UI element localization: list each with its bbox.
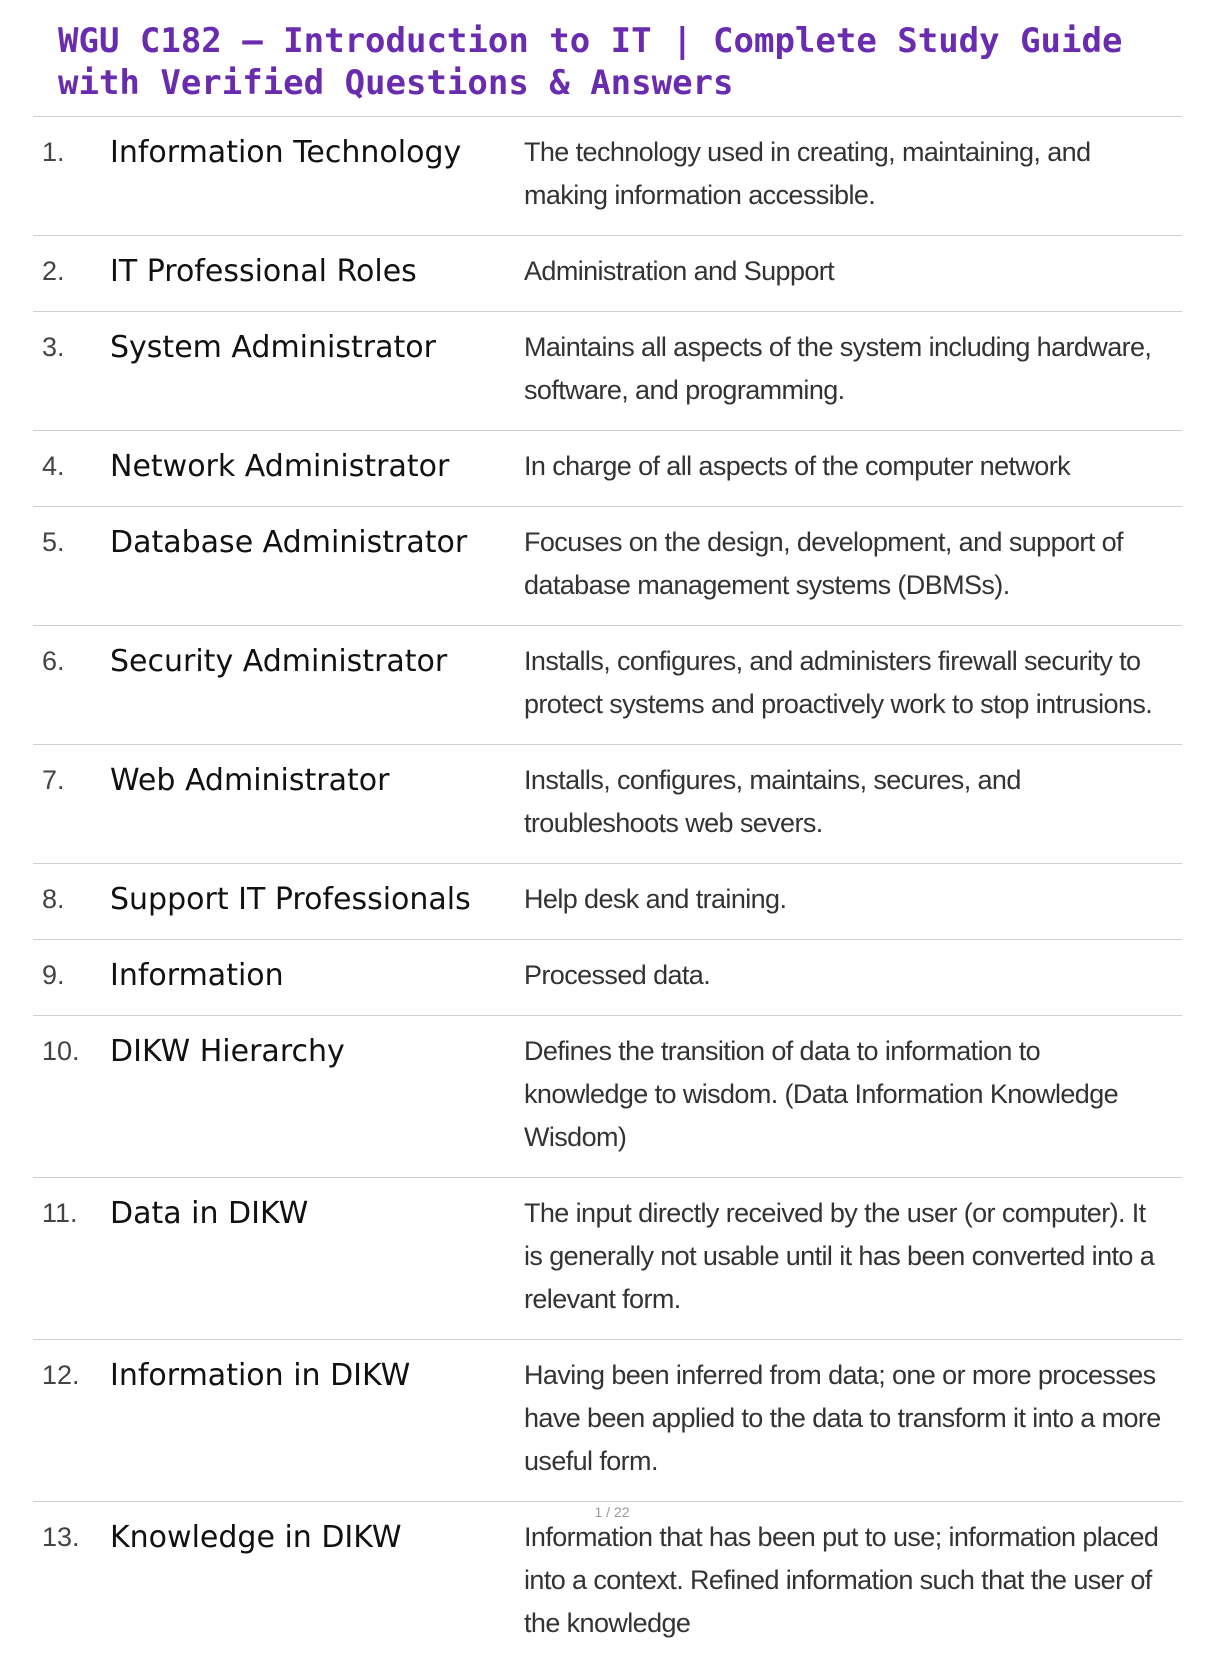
- entry-term: Security Administrator: [110, 644, 448, 679]
- entry-term: Knowledge in DIKW: [110, 1520, 402, 1555]
- entry-term: Web Administrator: [110, 763, 390, 798]
- entry-number: 10.: [42, 1036, 80, 1066]
- table-row: [33, 1340, 1182, 1502]
- entry-number: 5.: [42, 527, 65, 557]
- entry-term: Support IT Professionals: [110, 882, 471, 917]
- entry-term: System Administrator: [110, 330, 436, 365]
- table-row: [33, 117, 1182, 236]
- table-row: [33, 745, 1182, 864]
- entry-term: IT Professional Roles: [110, 254, 417, 289]
- table-row: [33, 940, 1182, 1016]
- page-indicator: 1 / 22: [594, 1504, 630, 1520]
- entry-term: Information in DIKW: [110, 1358, 411, 1393]
- entry-number: 11.: [42, 1198, 78, 1228]
- table-row: [33, 431, 1182, 507]
- entry-definition: Installs, configures, and administers firewall security to protect systems and proactively work to stop intrusions.: [524, 646, 1153, 719]
- entry-term: Database Administrator: [110, 525, 468, 560]
- table-row: [33, 1502, 1182, 1663]
- table-row: [33, 1178, 1182, 1340]
- table-row: [33, 236, 1182, 312]
- entry-number: 6.: [42, 646, 65, 676]
- entry-term: Information Technology: [110, 135, 462, 170]
- entry-definition: Maintains all aspects of the system including hardware, software, and programming.: [524, 332, 1152, 405]
- flashcard-table: [33, 116, 1182, 1663]
- document-title: WGU C182 – Introduction to IT | Complete Study Guide with Verified Questions & Answers: [58, 21, 1123, 103]
- table-row: [33, 507, 1182, 626]
- entry-definition: Administration and Support: [524, 256, 835, 286]
- entry-term: DIKW Hierarchy: [110, 1034, 345, 1069]
- entry-number: 3.: [42, 332, 65, 362]
- entry-term: Network Administrator: [110, 449, 450, 484]
- entry-term: Data in DIKW: [110, 1196, 309, 1231]
- entry-definition: Help desk and training.: [524, 884, 787, 914]
- entry-definition: In charge of all aspects of the computer network: [524, 451, 1071, 481]
- entry-number: 9.: [42, 960, 65, 990]
- entry-definition: Installs, configures, maintains, secures, and troubleshoots web severs.: [524, 765, 1021, 838]
- entry-number: 7.: [42, 765, 65, 795]
- table-row: [33, 626, 1182, 745]
- entry-definition: Focuses on the design, development, and support of database management systems (DBMSs).: [524, 527, 1123, 600]
- entry-number: 8.: [42, 884, 65, 914]
- entry-number: 13.: [42, 1522, 80, 1552]
- entry-term: Information: [110, 958, 284, 993]
- table-row: [33, 1016, 1182, 1178]
- entry-definition: The technology used in creating, maintaining, and making information accessible.: [524, 137, 1091, 210]
- entry-definition: Defines the transition of data to information to knowledge to wisdom. (Data Information Knowledge Wisdom): [524, 1036, 1119, 1152]
- entry-number: 2.: [42, 256, 65, 286]
- table-row: [33, 864, 1182, 940]
- entry-number: 1.: [42, 137, 65, 167]
- entry-definition: Processed data.: [524, 960, 711, 990]
- entry-definition: The input directly received by the user (or computer). It is generally not usable until it has been converted into a relevant form.: [524, 1198, 1155, 1314]
- entry-number: 12.: [42, 1360, 80, 1390]
- entry-definition: Information that has been put to use; information placed into a context. Refined information such that the user of the knowledge: [524, 1522, 1159, 1638]
- table-row: [33, 312, 1182, 431]
- entry-definition: Having been inferred from data; one or more processes have been applied to the data to transform it into a more useful form.: [524, 1360, 1161, 1476]
- entry-number: 4.: [42, 451, 65, 481]
